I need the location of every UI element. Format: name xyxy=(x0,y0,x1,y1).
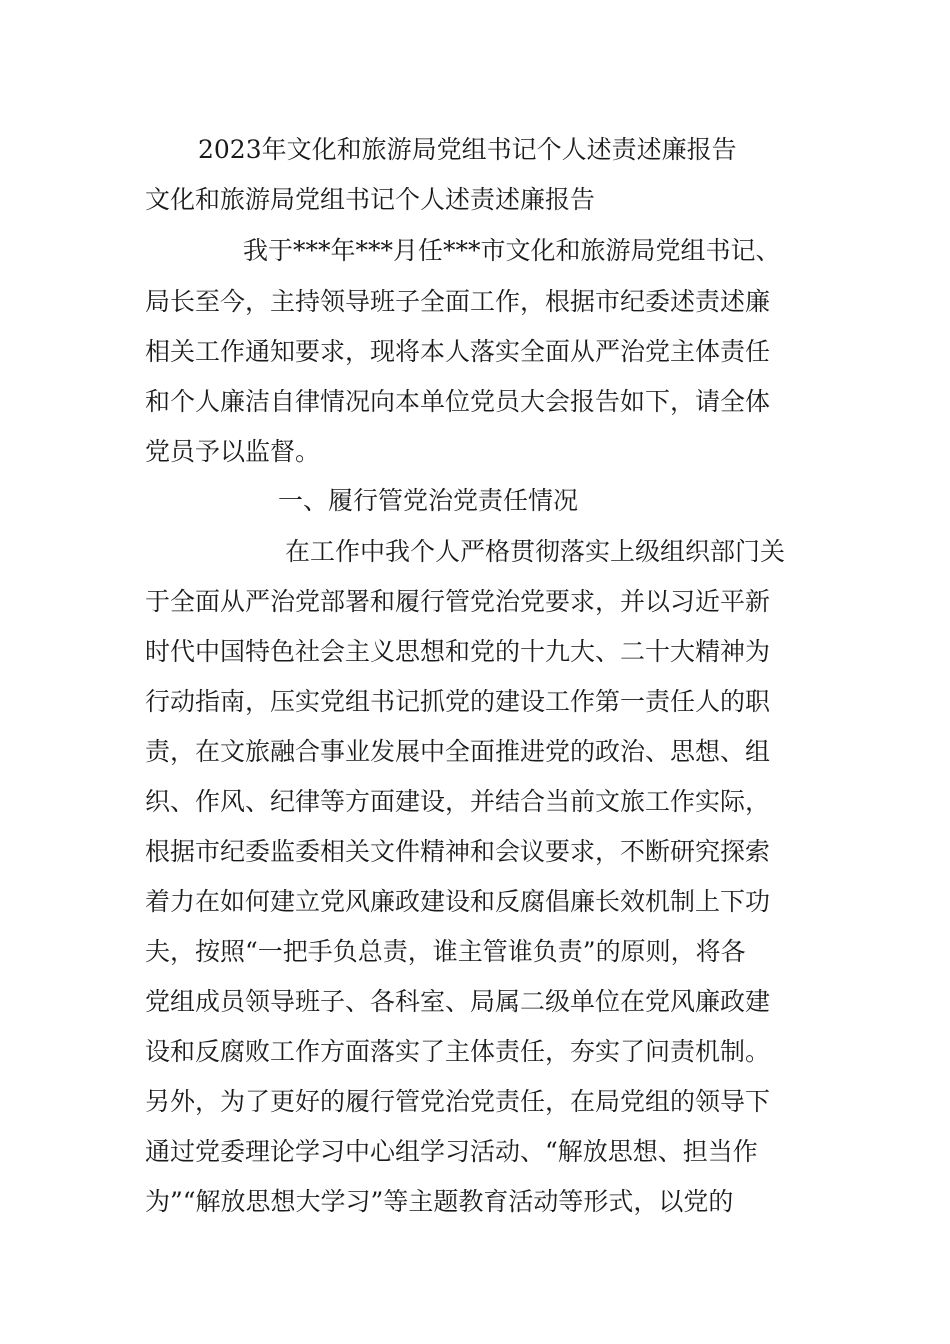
intro-line: 党员予以监督。 xyxy=(145,437,321,466)
body-line: 通过党委理论学习中心组学习活动、“解放思想、担当作 xyxy=(145,1137,758,1166)
body-line: 根据市纪委监委相关文件精神和会议要求，不断研究探索 xyxy=(145,837,771,866)
intro-line: 局长至今，主持领导班子全面工作，根据市纪委述责述廉 xyxy=(145,287,771,316)
intro-line: 我于***年***月任***市文化和旅游局党组书记、 xyxy=(243,236,781,265)
body-line: 为”“解放思想大学习”等主题教育活动等形式，以党的 xyxy=(145,1187,734,1216)
body-line: 织、作风、纪律等方面建设，并结合当前文旅工作实际， xyxy=(145,787,771,816)
section-heading: 一、履行管党治党责任情况 xyxy=(278,486,579,515)
body-line: 于全面从严治党部署和履行管党治党要求，并以习近平新 xyxy=(145,587,771,616)
body-line: 另外，为了更好的履行管党治党责任，在局党组的领导下 xyxy=(145,1087,771,1116)
body-line: 设和反腐败工作方面落实了主体责任，夯实了问责机制。 xyxy=(145,1037,771,1066)
body-line: 党组成员领导班子、各科室、局属二级单位在党风廉政建 xyxy=(145,987,771,1016)
intro-line: 和个人廉洁自律情况向本单位党员大会报告如下，请全体 xyxy=(145,387,771,416)
body-line: 时代中国特色社会主义思想和党的十九大、二十大精神为 xyxy=(145,637,771,666)
body-line: 行动指南，压实党组书记抓党的建设工作第一责任人的职 xyxy=(145,687,771,716)
document-title: 2023年文化和旅游局党组书记个人述责述廉报告 xyxy=(198,135,737,164)
body-line: 着力在如何建立党风廉政建设和反腐倡廉长效机制上下功 xyxy=(145,887,771,916)
intro-line: 相关工作通知要求，现将本人落实全面从严治党主体责任 xyxy=(145,337,771,366)
body-line: 在工作中我个人严格贯彻落实上级组织部门关 xyxy=(285,537,786,566)
body-line: 责，在文旅融合事业发展中全面推进党的政治、思想、组 xyxy=(145,737,771,766)
document-subtitle: 文化和旅游局党组书记个人述责述廉报告 xyxy=(145,185,596,214)
body-line: 夫，按照“一把手负总责，谁主管谁负责”的原则，将各 xyxy=(145,937,746,966)
